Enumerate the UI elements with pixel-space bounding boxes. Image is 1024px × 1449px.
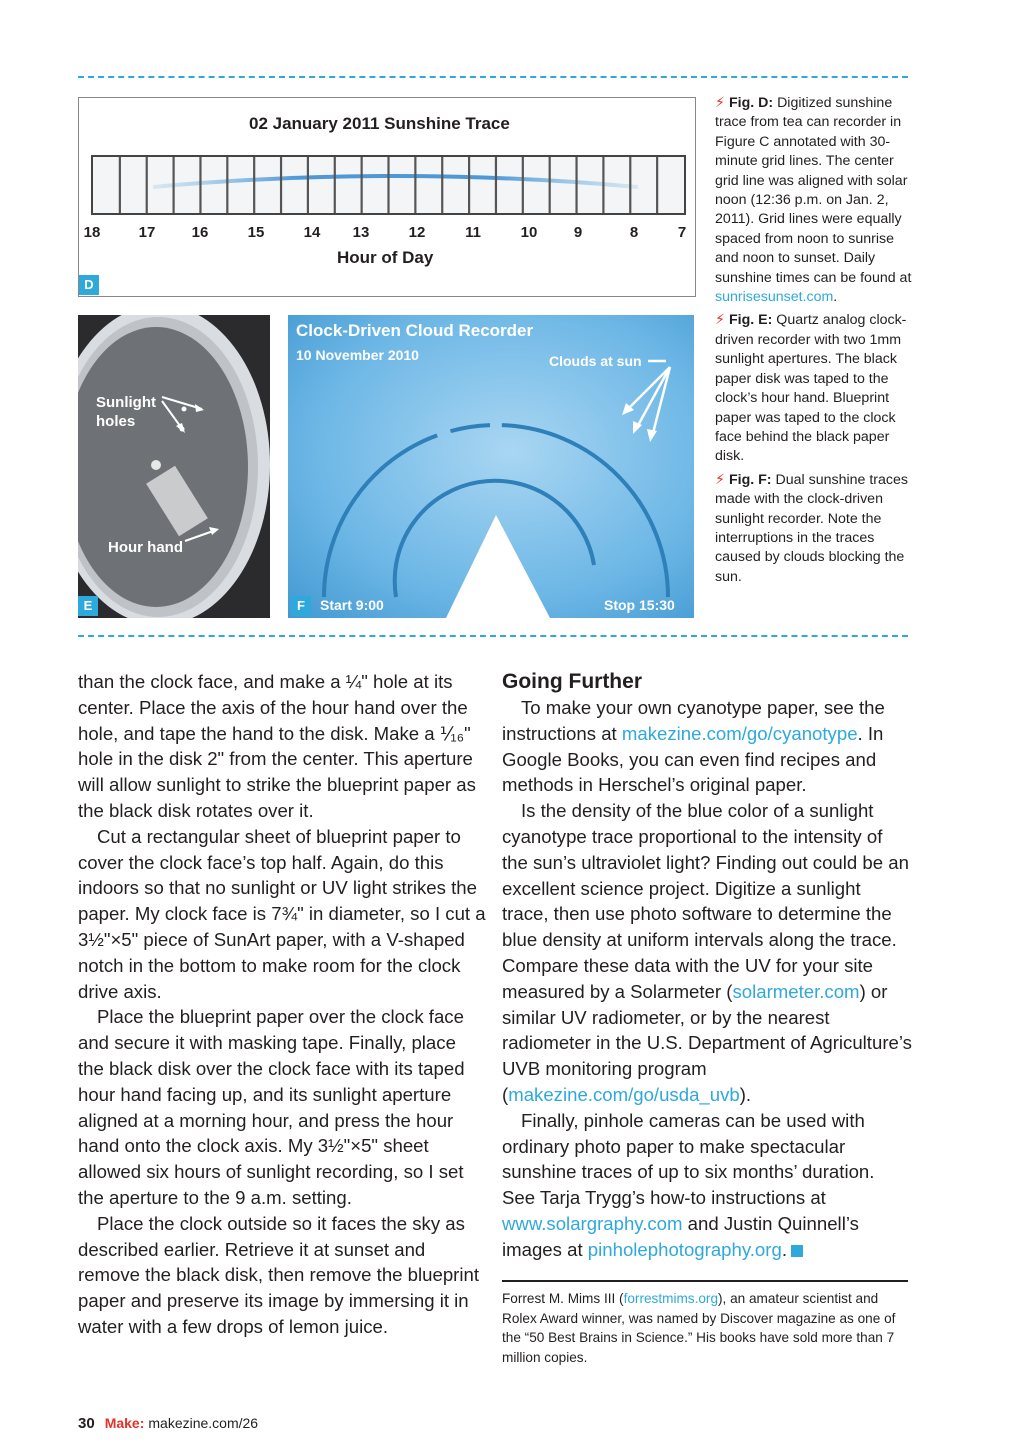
caption-e bbox=[715, 311, 915, 466]
end-mark-icon: ⚡ bbox=[791, 1245, 803, 1257]
link-pinholephotography[interactable]: pinholephotography.org bbox=[587, 1238, 782, 1260]
hour-tick: 17 bbox=[138, 224, 156, 241]
trace-svg bbox=[93, 157, 684, 213]
hour-tick: 9 bbox=[573, 224, 583, 241]
text: . In Google Books, you can even find recipes and methods in Herschel’s original paper. bbox=[502, 722, 884, 796]
paragraph: Place the blueprint paper over the clock face and secure it with masking tape. Finally, place the black disk over the clock face with its taped hour hand facing up, and its sunlight aperture aligned at a morning hour, and press the hour hand onto the clock axis. My 3½"×5" sheet allowed six hours of sunlight recording, so I set the aperture to the 9 a.m. setting. bbox=[78, 1006, 465, 1208]
hour-tick: 11 bbox=[465, 224, 481, 241]
link-forrestmims[interactable]: forrestmims.org bbox=[623, 1291, 719, 1306]
hour-tick: 15 bbox=[247, 224, 265, 241]
caption-f-label: Fig. F: bbox=[728, 471, 772, 488]
x-axis-label: Hour of Day bbox=[337, 248, 434, 267]
link-sunrisesunset[interactable]: sunrisesunset.com bbox=[715, 289, 834, 306]
link-cyanotype[interactable]: makezine.com/go/cyanotype bbox=[621, 722, 858, 744]
make-bolt-icon: ⚡ bbox=[715, 471, 725, 488]
clock-illustration bbox=[78, 315, 270, 618]
caption-e-text: Quartz analog clock-driven recorder with two 1mm sunlight apertures. The black paper disk was taped to the clock’s hour hand. Blueprint paper was taped to the clock face behind the black paper disk. bbox=[715, 312, 907, 465]
figure-tag-d: D bbox=[79, 275, 99, 295]
caption-e-label: Fig. E: bbox=[728, 312, 773, 329]
paragraph: Place the clock outside so it faces the sky as described earlier. Retrieve it at sunset and remove the black disk, then remove the blueprint paper and preserve its image by immersing it in water with a few drops of lemon juice. bbox=[78, 1212, 480, 1337]
caption-d-label: Fig. D: bbox=[728, 95, 774, 111]
hour-tick: 8 bbox=[629, 224, 639, 241]
paragraph: than the clock face, and make a ¼" hole at its center. Place the axis of the hour hand over the hole, and tape the hand to the disk. Make a ⅟₁₆" hole in the disk 2" from the center. This aperture will allow sunlight to strike the blueprint paper as the black disk rotates over it. bbox=[78, 671, 476, 821]
label-sunlight-holes bbox=[96, 393, 156, 431]
figure-tag-f: F bbox=[291, 596, 311, 616]
paragraph bbox=[502, 1108, 912, 1263]
caption-d-end: . bbox=[833, 289, 838, 306]
hour-tick: 16 bbox=[191, 224, 209, 241]
text: ), an amateur scientist and Rolex Award winner, was named by Discover magazine as one of the “50 Best Brains in Science.” His books have sold more than 7 million copies. bbox=[502, 1291, 896, 1365]
grid-lines bbox=[120, 157, 657, 213]
link-solargraphy[interactable]: www.solargraphy.com bbox=[502, 1212, 683, 1234]
trace-plot-area bbox=[91, 155, 686, 215]
middle-divider bbox=[78, 635, 908, 637]
text: and Justin Quinnell’s images at bbox=[502, 1212, 859, 1260]
make-bolt-icon: ⚡ bbox=[715, 95, 725, 111]
left-column bbox=[78, 669, 486, 1340]
figure-f-title: Clock-Driven Cloud Recorder bbox=[296, 321, 534, 340]
link-usda-uvb[interactable]: makezine.com/go/usda_uvb bbox=[508, 1083, 740, 1105]
hour-tick: 7 bbox=[677, 224, 687, 241]
hour-tick: 10 bbox=[520, 224, 538, 241]
page-footer bbox=[78, 1415, 258, 1432]
text: Forrest M. Mims III ( bbox=[502, 1291, 624, 1306]
figure-d-sunshine-trace-chart bbox=[78, 97, 696, 297]
figure-tag-e: E bbox=[78, 596, 98, 616]
hour-axis bbox=[79, 224, 695, 246]
paragraph: Cut a rectangular sheet of blueprint paper to cover the clock face’s top half. Again, do this indoors so that no sunlight or UV light strikes the paper. My clock face is 7¾" in diameter, so I cut a 3½"×5" piece of SunArt paper, with a V-shaped notch in the bottom to make room for the clock drive axis. bbox=[78, 825, 486, 1002]
right-column bbox=[502, 669, 912, 1263]
caption-f bbox=[715, 471, 915, 587]
text: Is the density of the blue color of a sunlight cyanotype trace proportional to the intensity of the sun’s ultraviolet light? Finding out could be an excellent science project. Digitize a sunlight trace, then use photo software to determine the blue density at uniform intervals along the trace. Compare these data with the UV for your site measured by a Solarmeter ( bbox=[502, 800, 909, 1002]
clock-axis bbox=[151, 460, 161, 470]
label-sunlight-line1: Sunlight bbox=[96, 394, 156, 411]
sunshine-trace-line bbox=[153, 176, 638, 187]
section-heading: Going Further bbox=[502, 670, 642, 693]
figure-f-cyanotype-photo bbox=[288, 315, 694, 618]
label-clouds-at-sun: Clouds at sun bbox=[549, 353, 642, 369]
page-number: 30 bbox=[78, 1415, 95, 1432]
text: ) or similar UV radiometer, or by the nearest radiometer in the U.S. Department of Agriculture’s UVB monitoring program ( bbox=[502, 980, 912, 1105]
text: Finally, pinhole cameras can be used with ordinary photo paper to make spectacular sunshine traces of up to six months’ duration. See Tarja Trygg’s how-to instructions at bbox=[502, 1109, 875, 1209]
footer-url: makezine.com/26 bbox=[148, 1415, 259, 1431]
text: . bbox=[781, 1238, 787, 1260]
paragraph bbox=[502, 798, 912, 1108]
figure-f-date: 10 November 2010 bbox=[296, 347, 419, 363]
figure-captions bbox=[715, 94, 915, 591]
author-bio bbox=[502, 1280, 908, 1367]
make-logo: Make: bbox=[104, 1415, 145, 1431]
hour-tick: 13 bbox=[352, 224, 370, 241]
caption-d-text: Digitized sunshine trace from tea can recorder in Figure C annotated with 30-minute grid lines. The center grid line was aligned with solar noon (12:36 p.m. on Jan. 2, 2011). Grid lines were equally spaced from noon to sunrise and noon to sunset. Daily sunshine times can be found at bbox=[715, 95, 912, 286]
make-bolt-icon: ⚡ bbox=[715, 312, 725, 329]
sunlight-hole-icon bbox=[182, 407, 187, 412]
text: To make your own cyanotype paper, see the instructions at bbox=[502, 697, 885, 744]
top-divider bbox=[78, 76, 908, 78]
caption-f-text: Dual sunshine traces made with the clock-driven sunlight recorder. Note the interruptions in the traces caused by clouds blocking the sun. bbox=[715, 471, 908, 585]
label-start: Start 9:00 bbox=[320, 597, 384, 613]
label-stop: Stop 15:30 bbox=[604, 597, 675, 613]
hour-tick: 18 bbox=[83, 224, 101, 241]
text: ). bbox=[739, 1083, 752, 1105]
label-hour-hand: Hour hand bbox=[108, 539, 183, 556]
paragraph bbox=[502, 695, 912, 798]
link-solarmeter[interactable]: solarmeter.com bbox=[732, 980, 860, 1002]
label-sunlight-line2: holes bbox=[96, 413, 136, 430]
hour-tick: 14 bbox=[303, 224, 321, 241]
caption-d bbox=[715, 94, 915, 307]
figure-e-clock-photo bbox=[78, 315, 270, 618]
hour-tick: 12 bbox=[408, 224, 426, 241]
figure-d-title: 02 January 2011 Sunshine Trace bbox=[249, 114, 510, 133]
